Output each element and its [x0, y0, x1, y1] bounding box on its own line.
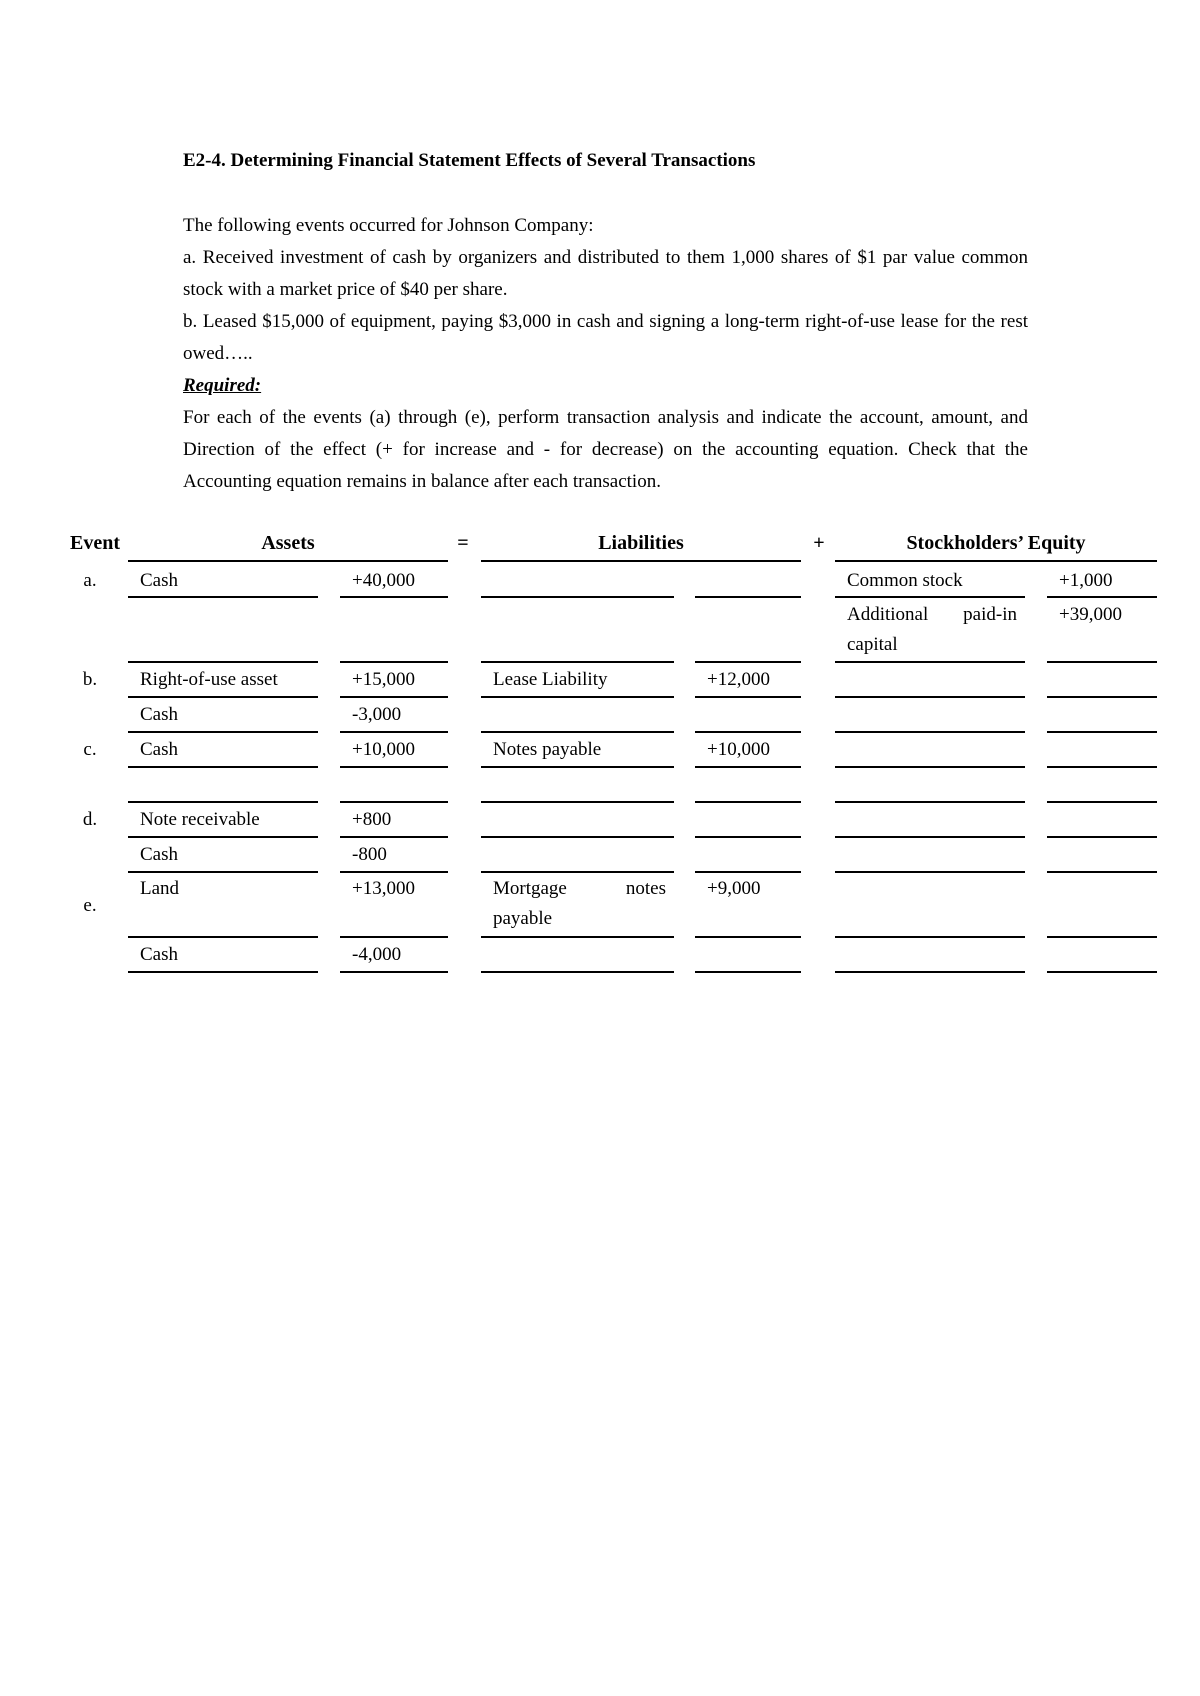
row-rule	[340, 661, 448, 663]
asset-account: Note receivable	[140, 809, 260, 830]
header-underline-liabilities	[481, 560, 801, 562]
event-label: d.	[82, 809, 98, 830]
row-rule	[481, 836, 674, 838]
header-underline-equity	[835, 560, 1157, 562]
row-rule	[481, 871, 674, 873]
row-rule	[695, 661, 801, 663]
row-rule	[1047, 936, 1157, 938]
liability-account: Notes payable	[493, 739, 602, 760]
row-rule	[835, 731, 1025, 733]
row-rule	[695, 971, 801, 973]
row-rule	[835, 661, 1025, 663]
asset-amount: +10,000	[352, 739, 415, 760]
equity-account: Additional paid-in capital	[847, 604, 1017, 655]
asset-amount: +15,000	[352, 669, 415, 690]
row-rule	[340, 766, 448, 768]
asset-account: Cash	[140, 704, 178, 725]
liability-amount: +9,000	[707, 878, 761, 899]
row-rule	[1047, 871, 1157, 873]
row-rule	[340, 801, 448, 803]
equity-amount: +1,000	[1059, 570, 1113, 591]
row-rule	[128, 596, 318, 598]
asset-account: Cash	[140, 944, 178, 965]
row-rule	[1047, 766, 1157, 768]
row-rule	[835, 766, 1025, 768]
asset-amount: +13,000	[352, 878, 415, 899]
row-rule	[1047, 661, 1157, 663]
asset-amount: +40,000	[352, 570, 415, 591]
row-rule	[128, 696, 318, 698]
row-rule	[695, 766, 801, 768]
row-rule	[128, 836, 318, 838]
liability-account: Lease Liability	[493, 669, 608, 690]
row-rule	[481, 696, 674, 698]
row-rule	[481, 936, 674, 938]
event-label: a.	[83, 570, 97, 591]
row-rule	[340, 836, 448, 838]
row-rule	[835, 836, 1025, 838]
row-rule	[1047, 836, 1157, 838]
asset-account: Cash	[140, 570, 178, 591]
header-underline-assets	[128, 560, 448, 562]
row-rule	[1047, 596, 1157, 598]
liability-account: Mortgage notes payable	[493, 878, 666, 929]
row-rule	[835, 696, 1025, 698]
event-label: b.	[82, 669, 98, 690]
liability-amount: +12,000	[707, 669, 770, 690]
header-liabilities: Liabilities	[598, 532, 684, 554]
row-rule	[340, 596, 448, 598]
required-instructions: For each of the events (a) through (e), perform transaction analysis and indicate the account, amount, and Direction of the effect (+ for increase and - for decrease) on the accounting equation. Check that the Accounting equation remains in balance after each transaction.	[183, 407, 1028, 492]
row-rule	[481, 731, 674, 733]
exercise-title: E2-4. Determining Financial Statement Effects of Several Transactions	[183, 150, 756, 171]
row-rule	[1047, 731, 1157, 733]
row-rule	[128, 971, 318, 973]
row-rule	[481, 766, 674, 768]
row-rule	[340, 696, 448, 698]
asset-amount: -3,000	[352, 704, 402, 725]
row-rule	[481, 971, 674, 973]
intro-text	[183, 210, 1028, 498]
header-event: Event	[70, 532, 120, 554]
asset-account: Land	[140, 878, 180, 899]
row-rule	[340, 871, 448, 873]
event-b-description: b. Leased $15,000 of equipment, paying $3,000 in cash and signing a long-term right-of-use lease for the rest owed…..	[183, 311, 1028, 364]
asset-amount: +800	[352, 809, 392, 830]
row-rule	[835, 936, 1025, 938]
asset-account: Cash	[140, 844, 178, 865]
row-rule	[340, 971, 448, 973]
row-rule	[695, 731, 801, 733]
row-rule	[835, 971, 1025, 973]
liability-amount: +10,000	[707, 739, 770, 760]
row-rule	[128, 661, 318, 663]
header-equals: =	[457, 532, 469, 554]
row-rule	[695, 936, 801, 938]
row-rule	[1047, 971, 1157, 973]
row-rule	[128, 936, 318, 938]
row-rule	[481, 801, 674, 803]
row-rule	[481, 661, 674, 663]
row-rule	[695, 596, 801, 598]
asset-account: Right-of-use asset	[140, 669, 278, 690]
intro-line: The following events occurred for Johnson Company:	[183, 215, 594, 236]
asset-amount: -4,000	[352, 944, 402, 965]
asset-account: Cash	[140, 739, 178, 760]
row-rule	[128, 801, 318, 803]
row-rule	[128, 871, 318, 873]
header-assets: Assets	[261, 532, 315, 554]
row-rule	[481, 596, 674, 598]
header-equity: Stockholders’ Equity	[906, 532, 1086, 554]
event-label: c.	[83, 739, 97, 760]
row-rule	[1047, 801, 1157, 803]
header-plus: +	[813, 532, 825, 554]
row-rule	[695, 696, 801, 698]
row-rule	[835, 596, 1025, 598]
required-label: Required:	[183, 375, 262, 396]
row-rule	[340, 731, 448, 733]
event-label: e.	[83, 895, 97, 916]
equity-amount: +39,000	[1059, 604, 1122, 625]
row-rule	[340, 936, 448, 938]
row-rule	[835, 871, 1025, 873]
row-rule	[1047, 696, 1157, 698]
event-a-description: a. Received investment of cash by organizers and distributed to them 1,000 shares of $1 par value common stock with a market price of $40 per share.	[183, 247, 1028, 300]
row-rule	[835, 801, 1025, 803]
equity-account: Common stock	[847, 570, 963, 591]
row-rule	[695, 801, 801, 803]
asset-amount: -800	[352, 844, 387, 865]
row-rule	[695, 836, 801, 838]
row-rule	[128, 766, 318, 768]
row-rule	[695, 871, 801, 873]
row-rule	[128, 731, 318, 733]
